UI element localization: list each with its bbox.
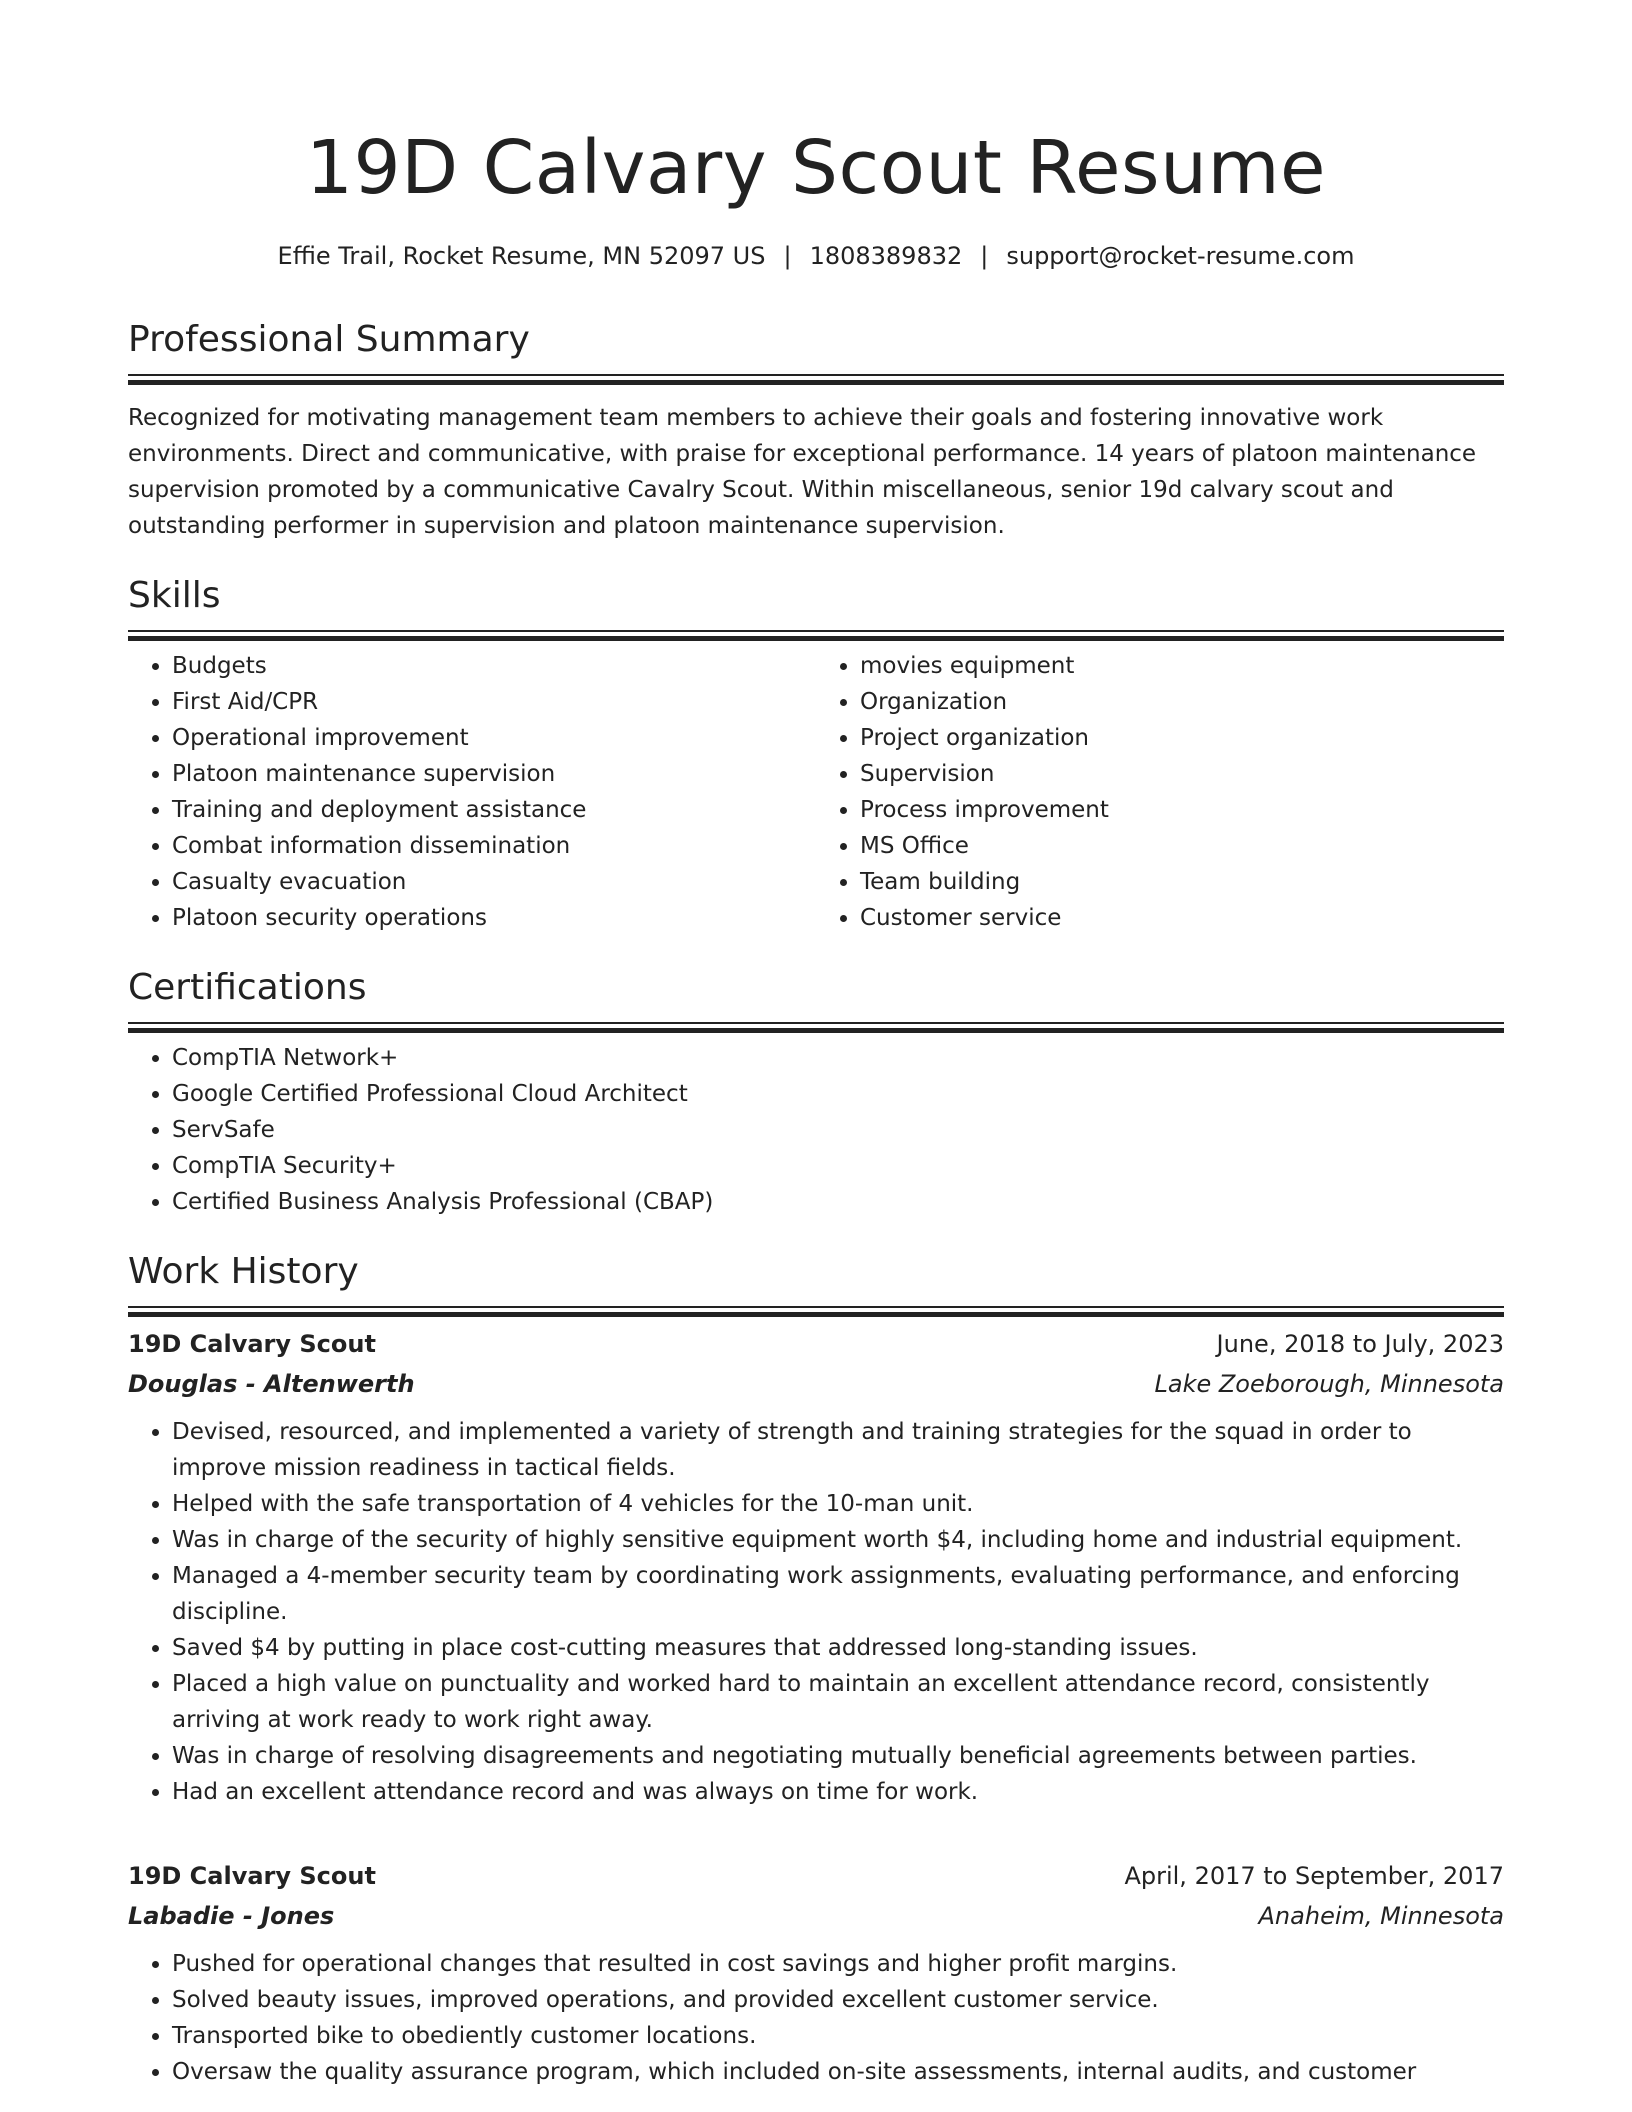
job-dates: April, 2017 to September, 2017 xyxy=(1124,1862,1504,1890)
job-bullet: • Had an excellent attendance record and was always on time for work. xyxy=(172,1774,1504,1810)
skill-item: • movies equipment xyxy=(860,648,1504,684)
job-bullets xyxy=(128,1946,1504,2090)
job-bullet: • Placed a high value on punctuality and worked hard to maintain an excellent attendance record, consistently arriving at work ready to work right away. xyxy=(172,1666,1504,1738)
job-bullet: • Was in charge of the security of highly sensitive equipment worth $4, including home and industrial equipment. xyxy=(172,1522,1504,1558)
contact-address: Effie Trail, Rocket Resume, MN 52097 US xyxy=(277,242,766,270)
job-header-row xyxy=(128,1856,1504,1896)
skill-item: • Project organization xyxy=(860,720,1504,756)
skill-item: • Platoon security operations xyxy=(172,900,816,936)
skill-item: • Combat information dissemination xyxy=(172,828,816,864)
job-location: Lake Zoeborough, Minnesota xyxy=(1154,1370,1504,1398)
job-dates: June, 2018 to July, 2023 xyxy=(1216,1330,1504,1358)
job-company-row xyxy=(128,1364,1504,1404)
skills-columns xyxy=(128,648,1504,936)
job-entry xyxy=(128,1324,1504,1810)
certifications-list xyxy=(128,1040,1504,1220)
section-divider xyxy=(128,374,1504,376)
job-bullet: • Devised, resourced, and implemented a variety of strength and training strategies for the squad in order to improve mission readiness in tactical fields. xyxy=(172,1414,1504,1486)
job-bullet: • Managed a 4-member security team by coordinating work assignments, evaluating performance, and enforcing discipline. xyxy=(172,1558,1504,1630)
skill-item: • Team building xyxy=(860,864,1504,900)
certification-item: • Google Certified Professional Cloud Architect xyxy=(172,1076,1504,1112)
contact-line xyxy=(0,238,1632,274)
section-divider xyxy=(128,1306,1504,1308)
summary-heading: Professional Summary xyxy=(128,319,530,360)
resume-body xyxy=(128,316,1504,2090)
job-bullets xyxy=(128,1414,1504,1810)
resume-title: 19D Calvary Scout Resume xyxy=(305,125,1327,211)
skills-section xyxy=(128,572,1504,936)
certifications-heading: Certifications xyxy=(128,967,367,1008)
skills-right-list xyxy=(816,648,1504,936)
certification-item: • ServSafe xyxy=(172,1112,1504,1148)
job-entry xyxy=(128,1856,1504,2090)
job-company: Douglas - Altenwerth xyxy=(128,1370,415,1398)
certification-item: • CompTIA Security+ xyxy=(172,1148,1504,1184)
job-bullet: • Solved beauty issues, improved operations, and provided excellent customer service. xyxy=(172,1982,1504,2018)
certification-item: • CompTIA Network+ xyxy=(172,1040,1504,1076)
skill-item: • Supervision xyxy=(860,756,1504,792)
skills-left-list xyxy=(128,648,816,936)
skill-item: • Budgets xyxy=(172,648,816,684)
skill-item: • Operational improvement xyxy=(172,720,816,756)
skill-item: • Customer service xyxy=(860,900,1504,936)
job-bullet: • Oversaw the quality assurance program, which included on-site assessments, internal audits, and customer xyxy=(172,2054,1504,2090)
contact-phone: 1808389832 xyxy=(809,242,963,270)
work-history-heading: Work History xyxy=(128,1251,359,1292)
job-bullet: • Pushed for operational changes that resulted in cost savings and higher profit margins. xyxy=(172,1946,1504,1982)
job-bullet: • Transported bike to obediently customer locations. xyxy=(172,2018,1504,2054)
summary-section xyxy=(128,316,1504,544)
certifications-section xyxy=(128,964,1504,1220)
contact-separator: | xyxy=(980,242,989,270)
skill-item: • Training and deployment assistance xyxy=(172,792,816,828)
job-title: 19D Calvary Scout xyxy=(128,1862,376,1890)
skill-item: • Platoon maintenance supervision xyxy=(172,756,816,792)
skill-item: • Process improvement xyxy=(860,792,1504,828)
job-location: Anaheim, Minnesota xyxy=(1258,1902,1504,1930)
skill-item: • Organization xyxy=(860,684,1504,720)
contact-separator: | xyxy=(783,242,792,270)
certification-item: • Certified Business Analysis Professional (CBAP) xyxy=(172,1184,1504,1220)
job-bullet: • Was in charge of resolving disagreements and negotiating mutually beneficial agreements between parties. xyxy=(172,1738,1504,1774)
work-history-section xyxy=(128,1248,1504,2090)
skill-item: • First Aid/CPR xyxy=(172,684,816,720)
contact-email: support@rocket-resume.com xyxy=(1006,242,1355,270)
job-company-row xyxy=(128,1896,1504,1936)
job-title: 19D Calvary Scout xyxy=(128,1330,376,1358)
skill-item: • Casualty evacuation xyxy=(172,864,816,900)
skill-item: • MS Office xyxy=(860,828,1504,864)
job-header-row xyxy=(128,1324,1504,1364)
job-bullet: • Saved $4 by putting in place cost-cutting measures that addressed long-standing issues. xyxy=(172,1630,1504,1666)
job-company: Labadie - Jones xyxy=(128,1902,335,1930)
section-divider xyxy=(128,1022,1504,1024)
section-divider xyxy=(128,630,1504,632)
skills-heading: Skills xyxy=(128,575,221,616)
job-bullet: • Helped with the safe transportation of 4 vehicles for the 10-man unit. xyxy=(172,1486,1504,1522)
summary-text: Recognized for motivating management team members to achieve their goals and fostering innovative work environments. Direct and communicative, with praise for exceptional performance. 14 years of platoon maintenance supervision promoted by a communicative Cavalry Scout. Within miscellaneous, senior 19d calvary scout and outstanding performer in supervision and platoon maintenance supervision. xyxy=(128,405,1477,539)
